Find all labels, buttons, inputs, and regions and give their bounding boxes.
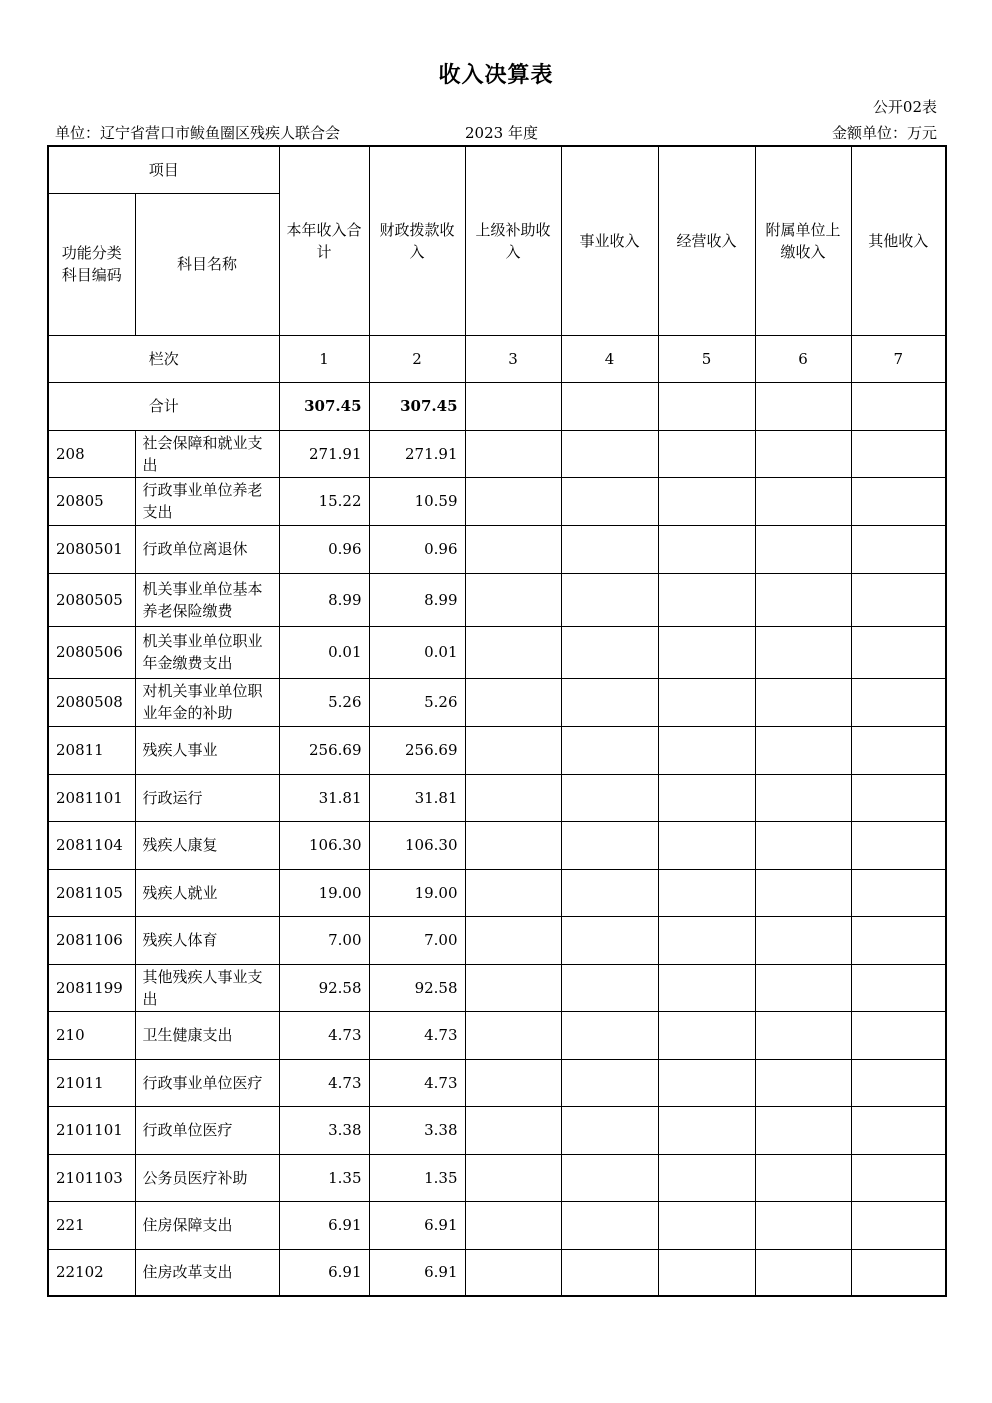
row-name: 残疾人体育 [135,916,279,964]
income-table [47,145,947,1297]
row-code: 2101101 [48,1106,135,1154]
row-fiscal: 6.91 [369,1201,465,1249]
row-fiscal: 6.91 [369,1249,465,1296]
row-total: 0.01 [279,626,369,678]
row-name: 其他残疾人事业支出 [135,964,279,1011]
row-code: 22102 [48,1249,135,1296]
row-fiscal: 3.38 [369,1106,465,1154]
row-number-1: 1 [279,335,369,382]
total-col5 [658,382,755,430]
total-col7 [851,382,946,430]
row-fiscal: 4.73 [369,1059,465,1106]
header-code: 功能分类科目编码 [48,193,135,335]
row-name: 住房保障支出 [135,1201,279,1249]
row-code: 2081105 [48,869,135,916]
table-row [48,821,946,869]
row-name: 残疾人康复 [135,821,279,869]
row-total: 92.58 [279,964,369,1011]
row-fiscal: 10.59 [369,477,465,525]
row-number-6: 6 [755,335,851,382]
row-total: 7.00 [279,916,369,964]
total-income: 307.45 [279,382,369,430]
row-total: 6.91 [279,1249,369,1296]
row-total: 256.69 [279,726,369,774]
row-fiscal: 1.35 [369,1154,465,1201]
row-fiscal: 0.96 [369,525,465,573]
row-name: 行政事业单位养老支出 [135,477,279,525]
row-name: 行政单位医疗 [135,1106,279,1154]
row-total: 15.22 [279,477,369,525]
fiscal-year: 2023 年度 [465,124,538,142]
table-row [48,1011,946,1059]
row-code: 210 [48,1011,135,1059]
table-row [48,1154,946,1201]
row-fiscal: 5.26 [369,678,465,726]
row-name: 残疾人事业 [135,726,279,774]
row-name: 行政事业单位医疗 [135,1059,279,1106]
row-code: 2101103 [48,1154,135,1201]
row-total: 19.00 [279,869,369,916]
total-col3 [465,382,561,430]
row-number-3: 3 [465,335,561,382]
row-fiscal: 92.58 [369,964,465,1011]
row-total: 0.96 [279,525,369,573]
row-code: 2081104 [48,821,135,869]
row-number-7: 7 [851,335,946,382]
row-fiscal: 19.00 [369,869,465,916]
row-number-4: 4 [561,335,658,382]
row-code: 20805 [48,477,135,525]
row-number-5: 5 [658,335,755,382]
row-name: 公务员医疗补助 [135,1154,279,1201]
row-code: 2080505 [48,573,135,626]
row-fiscal: 31.81 [369,774,465,821]
row-code: 2081101 [48,774,135,821]
table-row [48,964,946,1011]
row-fiscal: 271.91 [369,430,465,477]
row-fiscal: 4.73 [369,1011,465,1059]
row-total: 271.91 [279,430,369,477]
row-code: 2081199 [48,964,135,1011]
table-row [48,869,946,916]
row-total: 106.30 [279,821,369,869]
row-total: 8.99 [279,573,369,626]
row-name: 行政单位离退休 [135,525,279,573]
row-code: 2081106 [48,916,135,964]
table-row [48,678,946,726]
row-total: 5.26 [279,678,369,726]
row-total: 4.73 [279,1059,369,1106]
header-col5: 经营收入 [658,146,755,335]
header-col6: 附属单位上缴收入 [755,146,851,335]
header-name: 科目名称 [135,193,279,335]
header-col1: 本年收入合计 [279,146,369,335]
table-row [48,430,946,477]
total-col4 [561,382,658,430]
table-row [48,1201,946,1249]
row-code: 21011 [48,1059,135,1106]
row-name: 住房改革支出 [135,1249,279,1296]
header-col4: 事业收入 [561,146,658,335]
table-row [48,477,946,525]
row-name: 社会保障和就业支出 [135,430,279,477]
row-fiscal: 8.99 [369,573,465,626]
row-name: 对机关事业单位职业年金的补助 [135,678,279,726]
table-row [48,1106,946,1154]
row-code: 2080506 [48,626,135,678]
row-name: 残疾人就业 [135,869,279,916]
row-code: 221 [48,1201,135,1249]
row-code: 20811 [48,726,135,774]
page-title: 收入决算表 [438,63,554,88]
total-col6 [755,382,851,430]
row-name: 行政运行 [135,774,279,821]
unit-name: 单位：辽宁省营口市鲅鱼圈区残疾人联合会 [55,124,341,142]
table-row [48,573,946,626]
row-name: 卫生健康支出 [135,1011,279,1059]
row-fiscal: 7.00 [369,916,465,964]
header-col3: 上级补助收入 [465,146,561,335]
header-col7: 其他收入 [851,146,946,335]
form-number: 公开02表 [872,98,937,116]
row-code: 2080501 [48,525,135,573]
table-row [48,626,946,678]
row-total: 6.91 [279,1201,369,1249]
table-row [48,1059,946,1106]
row-number-label: 栏次 [48,335,279,382]
total-label: 合计 [48,382,279,430]
row-number-2: 2 [369,335,465,382]
row-total: 4.73 [279,1011,369,1059]
header-col2: 财政拨款收入 [369,146,465,335]
table-row [48,726,946,774]
amount-unit: 金额单位：万元 [831,124,937,142]
row-total: 3.38 [279,1106,369,1154]
row-fiscal: 0.01 [369,626,465,678]
row-fiscal: 106.30 [369,821,465,869]
table-row [48,1249,946,1296]
table-row [48,525,946,573]
row-code: 208 [48,430,135,477]
table-row [48,916,946,964]
row-total: 1.35 [279,1154,369,1201]
row-code: 2080508 [48,678,135,726]
row-fiscal: 256.69 [369,726,465,774]
row-name: 机关事业单位职业年金缴费支出 [135,626,279,678]
row-total: 31.81 [279,774,369,821]
row-name: 机关事业单位基本养老保险缴费 [135,573,279,626]
table-row [48,774,946,821]
header-item: 项目 [48,146,279,193]
total-fiscal: 307.45 [369,382,465,430]
